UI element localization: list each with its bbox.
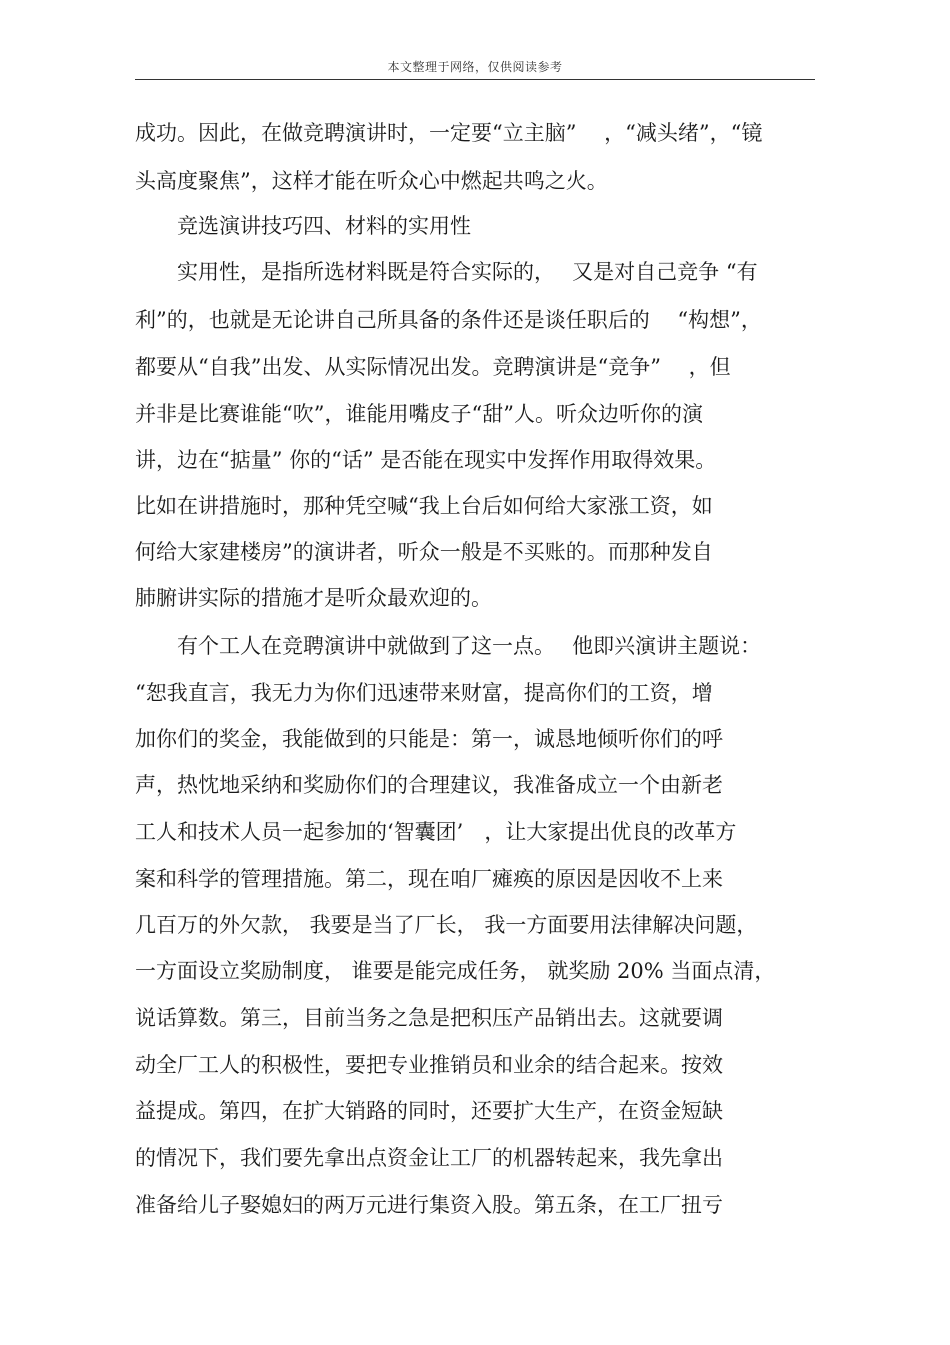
text-line: 一方面设立奖励制度， 谁要是能完成任务， 就奖励 20% 当面点清， bbox=[135, 959, 776, 983]
header-rule bbox=[135, 79, 815, 80]
text-line: 几百万的外欠款， 我要是当了厂长， 我一方面要用法律解决问题， bbox=[135, 913, 758, 937]
text-line: 有个工人在竞聘演讲中就做到了这一点。 他即兴演讲主题说： bbox=[135, 634, 762, 658]
text-line: 肺腑讲实际的措施才是听众最欢迎的。 bbox=[135, 586, 492, 610]
text-line: 加你们的奖金，我能做到的只能是：第一，诚恳地倾听你们的呼 bbox=[135, 727, 723, 751]
text-line: 比如在讲措施时，那种凭空喊“我上台后如何给大家涨工资，如 bbox=[135, 494, 713, 518]
page-header: 本文整理于网络，仅供阅读参考 bbox=[387, 60, 563, 74]
text-line: “恕我直言，我无力为你们迅速带来财富，提高你们的工资，增 bbox=[135, 681, 713, 705]
text-line: 都要从“自我”出发、从实际情况出发。竞聘演讲是“竞争” ，但 bbox=[135, 355, 731, 379]
text-line: 工人和技术人员一起参加的‘智囊团’ ，让大家提出优良的改革方 bbox=[135, 820, 737, 844]
text-line: 的情况下，我们要先拿出点资金让工厂的机器转起来，我先拿出 bbox=[135, 1146, 723, 1170]
text-line: 讲，边在“掂量” 你的“话” 是否能在现实中发挥作用取得效果。 bbox=[135, 448, 717, 472]
text-line: 声，热忱地采纳和奖励你们的合理建议，我准备成立一个由新老 bbox=[135, 773, 723, 797]
text-line: 准备给儿子娶媳妇的两万元进行集资入股。第五条，在工厂扭亏 bbox=[135, 1193, 723, 1217]
text-line: 益提成。第四，在扩大销路的同时，还要扩大生产，在资金短缺 bbox=[135, 1099, 723, 1123]
text-line: 利”的，也就是无论讲自己所具备的条件还是谈任职后的 “构想”， bbox=[135, 308, 762, 332]
text-line: 说话算数。第三，目前当务之急是把积压产品销出去。这就要调 bbox=[135, 1006, 723, 1030]
text-line: 何给大家建楼房”的演讲者，听众一般是不买账的。而那种发自 bbox=[135, 540, 713, 564]
section-heading: 竞选演讲技巧四、材料的实用性 bbox=[135, 214, 471, 238]
text-line: 成功。因此，在做竞聘演讲时，一定要“立主脑” ，“减头绪”，“镜 bbox=[135, 121, 763, 145]
text-line: 动全厂工人的积极性，要把专业推销员和业余的结合起来。按效 bbox=[135, 1053, 723, 1077]
text-line: 实用性，是指所选材料既是符合实际的， 又是对自己竞争 “有 bbox=[135, 260, 758, 284]
text-line: 头高度聚焦”，这样才能在听众心中燃起共鸣之火。 bbox=[135, 169, 608, 193]
text-line: 并非是比赛谁能“吹”，谁能用嘴皮子“甜”人。听众边听你的演 bbox=[135, 402, 703, 426]
text-line: 案和科学的管理措施。第二，现在咱厂瘫痪的原因是因收不上来 bbox=[135, 867, 723, 891]
